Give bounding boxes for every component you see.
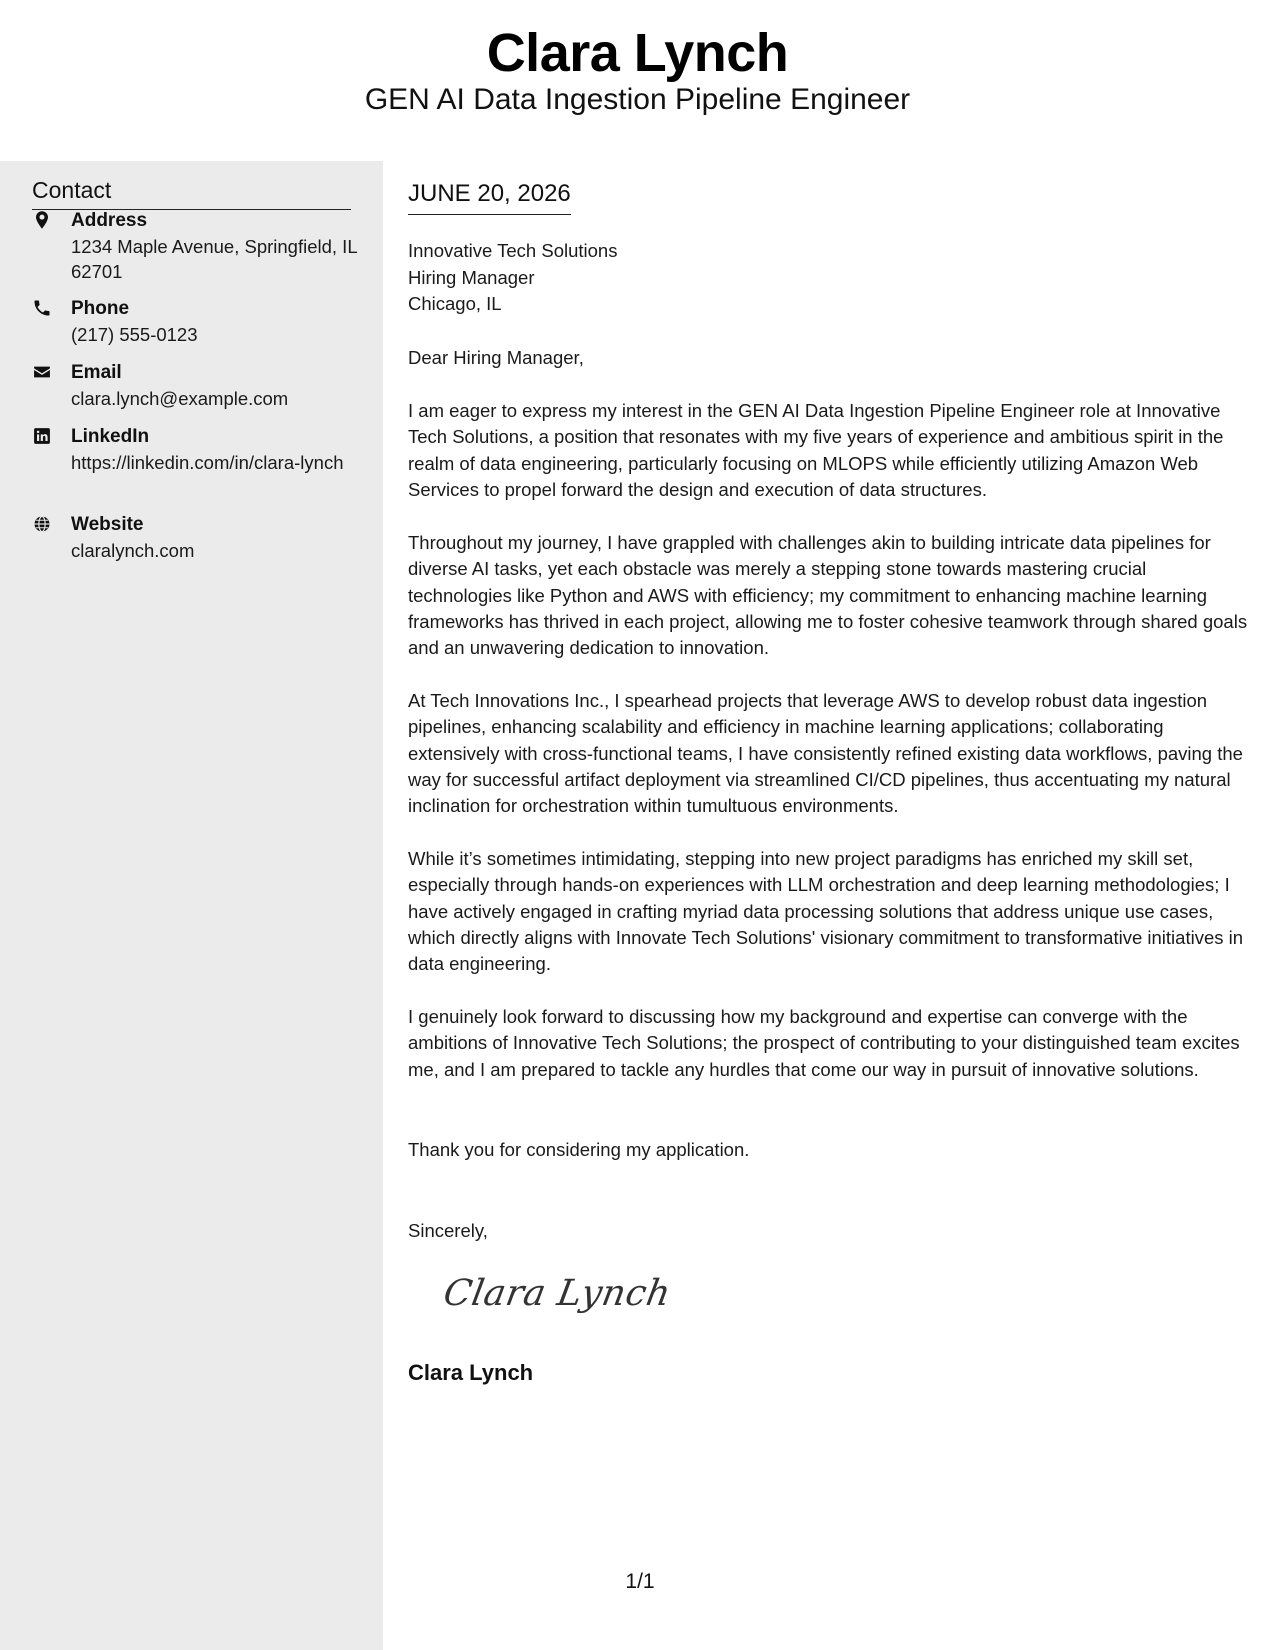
contact-label-address: Address [71, 210, 148, 231]
recipient-block [408, 238, 617, 318]
linkedin-icon [32, 426, 52, 446]
applicant-job-title: GEN AI Data Ingestion Pipeline Engineer [364, 83, 911, 116]
handwritten-signature: Clara Lynch [440, 1273, 674, 1314]
signer-name: Clara Lynch [408, 1360, 534, 1385]
contact-sidebar [0, 161, 383, 1650]
recipient-role: Hiring Manager [408, 266, 535, 288]
map-pin-icon [32, 210, 52, 230]
letter-paragraph: Throughout my journey, I have grappled with challenges akin to building intricate data pipelines for diverse AI tasks, yet each obstacle was merely a stepping stone towards mastering crucial technologies like Python and AWS with efficiency; my commitment to enhancing machine learning frameworks has thrived in each project, allowing me to foster cohesive teamwork through shared goals and an unwavering dedication to innovation. [408, 532, 1248, 659]
letter-paragraph: At Tech Innovations Inc., I spearhead projects that leverage AWS to develop robust data ingestion pipelines, enhancing scalability and efficiency in machine learning applications; collaborating extensively with cross-functional teams, I have consistently refined existing data workflows, paving the way for successful artifact deployment via streamlined CI/CD pipelines, thus accentuating my natural inclination for orchestration within tumultuous environments. [408, 690, 1243, 817]
page-number: 1/1 [625, 1570, 655, 1593]
contact-heading: Contact [32, 175, 351, 210]
contact-value-phone: (217) 555-0123 [71, 324, 198, 345]
letter-paragraph: I am eager to express my interest in the GEN AI Data Ingestion Pipeline Engineer role at Innovative Tech Solutions, a position that resonates with my five years of experience and ambitious spirit in the realm of data engineering, particularly focusing on MLOPS while efficiently utilizing Amazon Web Services to propel forward the design and execution of data structures. [408, 400, 1224, 500]
contact-value-email: clara.lynch@example.com [71, 388, 289, 409]
recipient-company: Innovative Tech Solutions [408, 240, 618, 261]
contact-value-website: claralynch.com [71, 540, 195, 561]
letter-paragraph: Thank you for considering my application. [408, 1139, 750, 1160]
envelope-icon [32, 362, 52, 382]
recipient-location: Chicago, IL [408, 293, 502, 314]
letter-date: JUNE 20, 2026 [408, 179, 571, 215]
closing: Sincerely, [408, 1220, 488, 1241]
contact-label-linkedin: LinkedIn [71, 426, 150, 447]
contact-label-website: Website [71, 514, 144, 535]
contact-label-phone: Phone [71, 298, 130, 319]
phone-icon [32, 298, 52, 318]
letter-paragraph: While it’s sometimes intimidating, stepping into new project paradigms has enriched my skill set, especially through hands-on experiences with LLM orchestration and deep learning methodologies; I have actively engaged in crafting myriad data processing solutions that address unique use cases, which directly aligns with Innovate Tech Solutions' visionary commitment to transformative initiatives in data engineering. [408, 848, 1244, 975]
letter-paragraph: I genuinely look forward to discussing how my background and expertise can converge with the ambitions of Innovative Tech Solutions; the prospect of contributing to your distinguished team excites me, and I am prepared to tackle any hurdles that come our way in pursuit of innovative solutions. [408, 1006, 1240, 1080]
applicant-name: Clara Lynch [486, 23, 789, 83]
contact-value-address: 1234 Maple Avenue, Springfield, IL 62701 [71, 236, 357, 282]
salutation: Dear Hiring Manager, [408, 347, 584, 368]
contact-label-email: Email [71, 362, 122, 383]
globe-icon [32, 514, 52, 534]
contact-value-linkedin: https://linkedin.com/in/clara-lynch [71, 452, 344, 473]
letter-header [0, 0, 1275, 161]
